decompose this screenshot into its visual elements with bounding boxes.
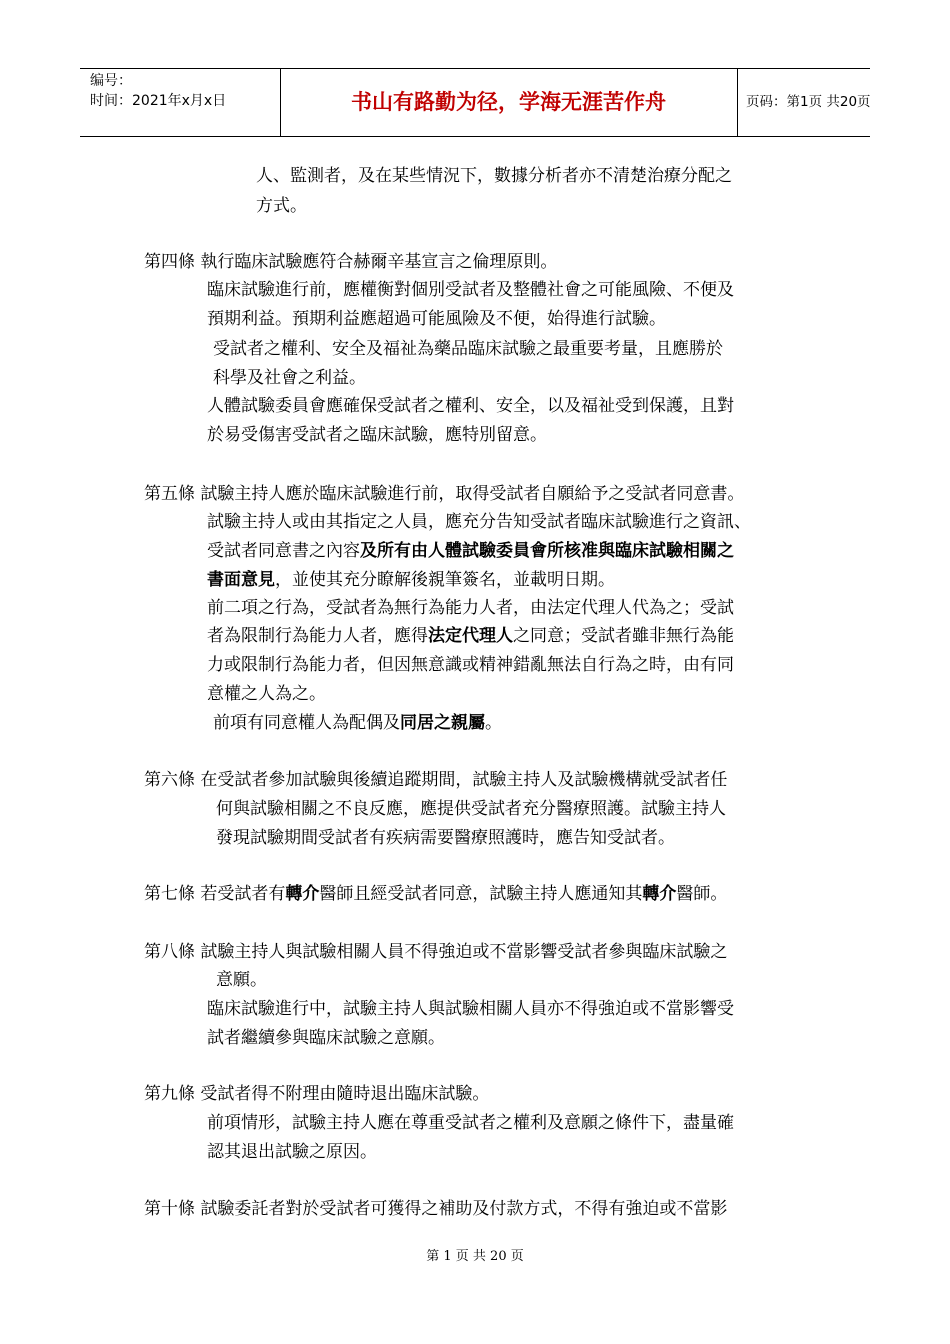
text-span: 第七條 若受試者有 (144, 884, 286, 904)
text-line: 臨床試驗進行中，試驗主持人與試驗相關人員亦不得強迫或不當影響受 (207, 999, 734, 1019)
text-line: 力或限制行為能力者，但因無意識或精神錯亂無法自行為之時，由有同 (207, 655, 734, 675)
text-line: 認其退出試驗之原因。 (207, 1142, 377, 1162)
header-meta (80, 69, 281, 136)
text-line: 科學及社會之利益。 (213, 368, 366, 388)
bold-text: 法定代理人 (428, 626, 513, 646)
article-10-heading: 第十條 試驗委託者對於受試者可獲得之補助及付款方式，不得有強迫或不當影 (144, 1199, 728, 1219)
text-span: 之同意；受試者雖非無行為能 (513, 626, 734, 646)
text-line: 意願。 (216, 970, 267, 990)
text-span: 者為限制行為能力人者，應得 (207, 626, 428, 646)
text-line (207, 566, 615, 594)
header-page-info: 页码：第1页 共20页 (746, 94, 871, 110)
bold-text: 轉介 (285, 884, 320, 904)
text-line: 人、監測者，及在某些情況下，數據分析者亦不清楚治療分配之 (256, 166, 732, 186)
text-line: 受試者之權利、安全及福祉為藥品臨床試驗之最重要考量，且應勝於 (213, 339, 723, 359)
number-label: 编号： (90, 73, 132, 89)
text-span: 前項有同意權人為配偶及 (213, 713, 400, 733)
text-line: 預期利益。預期利益應超過可能風險及不便，始得進行試驗。 (207, 309, 666, 329)
page-header (80, 68, 870, 137)
text-line: 試驗主持人或由其指定之人員，應充分告知受試者臨床試驗進行之資訊、 (207, 512, 751, 532)
article-4-heading: 第四條 執行臨床試驗應符合赫爾辛基宣言之倫理原則。 (144, 252, 558, 272)
text-line: 於易受傷害受試者之臨床試驗，應特別留意。 (207, 425, 547, 445)
text-line: 前二項之行為，受試者為無行為能力人者，由法定代理人代為之；受試 (207, 598, 734, 618)
text-line: 意權之人為之。 (207, 684, 326, 704)
text-span: 醫師。 (676, 884, 728, 904)
bold-text: 同居之親屬 (400, 713, 485, 733)
text-line: 發現試驗期間受試者有疾病需要醫療照護時，應告知受試者。 (216, 828, 675, 848)
date-label: 时间：2021年x月x日 (90, 93, 227, 109)
article-7-heading (144, 880, 727, 908)
text-span: 。 (485, 713, 502, 733)
article-8-heading: 第八條 試驗主持人與試驗相關人員不得強迫或不當影響受試者參與臨床試驗之 (144, 942, 728, 962)
bold-text: 轉介 (642, 884, 677, 904)
text-span: ，並使其充分瞭解後親筆簽名，並載明日期。 (275, 570, 615, 590)
text-line (213, 709, 502, 737)
text-line (207, 537, 734, 565)
text-span: 醫師且經受試者同意，試驗主持人應通知其 (319, 884, 643, 904)
article-5-heading: 第五條 試驗主持人應於臨床試驗進行前，取得受試者自願給予之受試者同意書。 (144, 484, 745, 504)
text-line (207, 622, 734, 650)
text-line: 前項情形，試驗主持人應在尊重受試者之權利及意願之條件下，盡量確 (207, 1113, 734, 1133)
text-line: 方式。 (256, 196, 307, 216)
header-motto: 书山有路勤为径，学海无涯苦作舟 (280, 69, 738, 136)
page-footer: 第 1 页 共 20 页 (426, 1249, 524, 1264)
bold-text: 及所有由人體試驗委員會所核准與臨床試驗相關之 (360, 541, 734, 561)
text-line: 試者繼續參與臨床試驗之意願。 (207, 1028, 445, 1048)
text-line: 臨床試驗進行前，應權衡對個別受試者及整體社會之可能風險、不便及 (207, 280, 734, 300)
text-span: 受試者同意書之內容 (207, 541, 360, 561)
article-9-heading: 第九條 受試者得不附理由隨時退出臨床試驗。 (144, 1084, 490, 1104)
article-6-heading: 第六條 在受試者參加試驗與後續追蹤期間，試驗主持人及試驗機構就受試者任 (144, 770, 728, 790)
bold-text: 書面意見 (207, 570, 275, 590)
text-line: 人體試驗委員會應確保受試者之權利、安全，以及福祉受到保護，且對 (207, 396, 734, 416)
text-line: 何與試驗相關之不良反應，應提供受試者充分醫療照護。試驗主持人 (216, 799, 726, 819)
